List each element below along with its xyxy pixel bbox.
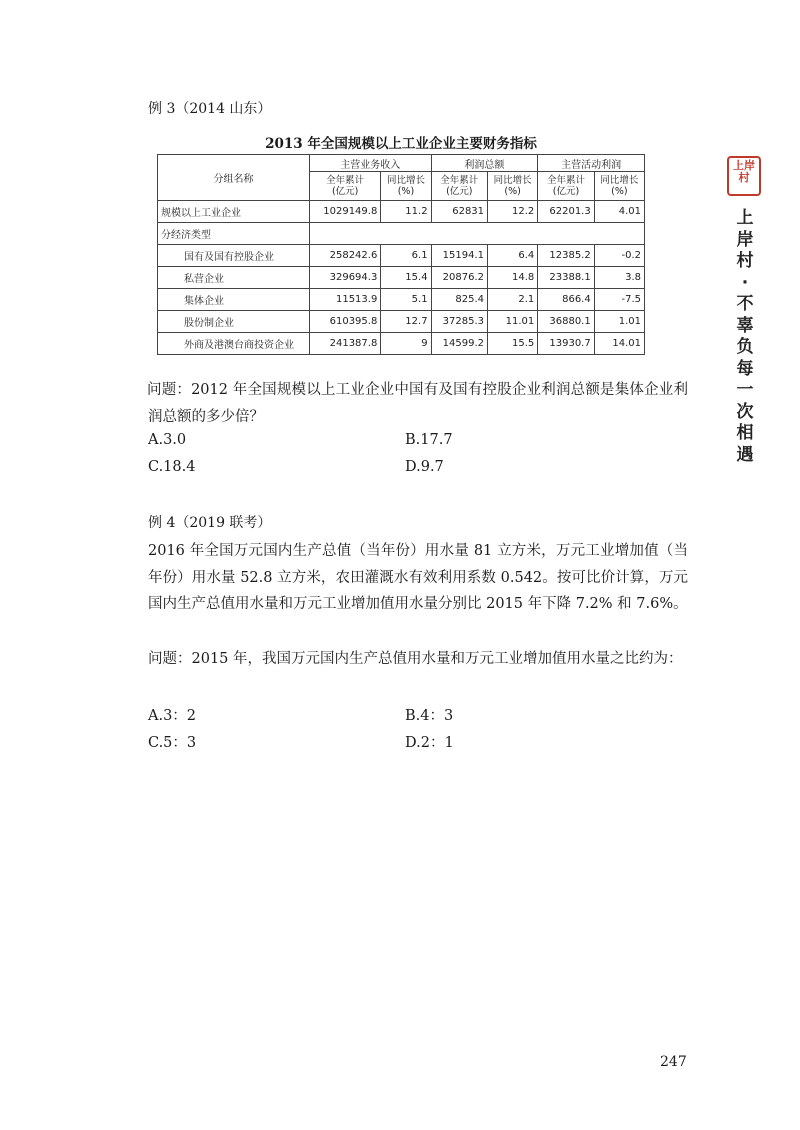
subheader-growth: 同比增长 (%) — [381, 172, 431, 201]
cell: 3.8 — [594, 267, 644, 289]
table-row — [158, 267, 645, 289]
page-number: 247 — [660, 1054, 687, 1070]
cell: 241387.8 — [310, 333, 381, 355]
cell: 5.1 — [381, 289, 431, 311]
row-name: 股份制企业 — [158, 311, 310, 333]
option-d: D.2：1 — [405, 735, 454, 751]
group-header-revenue: 主营业务收入 — [310, 155, 432, 172]
cell: 4.01 — [594, 201, 644, 223]
option-a: A.3.0 — [148, 432, 187, 448]
cell: 23388.1 — [538, 267, 594, 289]
cell: -7.5 — [594, 289, 644, 311]
row-name: 分经济类型 — [158, 223, 310, 245]
example-3-title: 例 3（2014 山东） — [148, 101, 272, 117]
row-name: 国有及国有控股企业 — [158, 245, 310, 267]
cell: 14.01 — [594, 333, 644, 355]
table-header-row — [158, 155, 645, 172]
example-4-question: 问题：2015 年，我国万元国内生产总值用水量和万元工业增加值用水量之比约为： — [148, 651, 683, 667]
cell: 15.4 — [381, 267, 431, 289]
cell: 37285.3 — [431, 311, 487, 333]
cell: 9 — [381, 333, 431, 355]
financial-indicators-table — [157, 154, 645, 355]
table-row — [158, 289, 645, 311]
sidebar-slogan: 上岸村·不辜负每一次相遇 — [736, 208, 754, 465]
cell: 329694.3 — [310, 267, 381, 289]
row-name: 私营企业 — [158, 267, 310, 289]
table-row — [158, 333, 645, 355]
subheader-cumulative: 全年累计 (亿元) — [538, 172, 594, 201]
subheader-growth: 同比增长 (%) — [594, 172, 644, 201]
cell: 866.4 — [538, 289, 594, 311]
cell: 2.1 — [488, 289, 538, 311]
option-b: B.4：3 — [405, 708, 454, 724]
cell: 6.4 — [488, 245, 538, 267]
cell: -0.2 — [594, 245, 644, 267]
table-row — [158, 311, 645, 333]
cell: 36880.1 — [538, 311, 594, 333]
cell: 1.01 — [594, 311, 644, 333]
group-header-profit: 利润总额 — [431, 155, 538, 172]
cell: 1029149.8 — [310, 201, 381, 223]
option-a: A.3：2 — [148, 708, 197, 724]
option-d: D.9.7 — [405, 459, 444, 475]
cell: 14.8 — [488, 267, 538, 289]
cell: 12385.2 — [538, 245, 594, 267]
table-row — [158, 245, 645, 267]
cell: 12.7 — [381, 311, 431, 333]
cell: 258242.6 — [310, 245, 381, 267]
example-4-body: 2016 年全国万元国内生产总值（当年份）用水量 81 立方米，万元工业增加值（当年份）用水量 52.8 立方米，农田灌溉水有效利用系数 0.542。按可比价计算，万元国内生产总值用水量和万元工业增加值用水量分别比 2015 年下降 7.2% 和 7.6%。 — [148, 543, 688, 612]
subheader-cumulative: 全年累计 (亿元) — [431, 172, 487, 201]
table-row — [158, 223, 645, 245]
cell: 11513.9 — [310, 289, 381, 311]
option-b: B.17.7 — [405, 432, 453, 448]
row-name: 规模以上工业企业 — [158, 201, 310, 223]
option-c: C.5：3 — [148, 735, 197, 751]
cell: 62831 — [431, 201, 487, 223]
brand-seal-logo: 上岸村 — [727, 156, 761, 196]
cell: 62201.3 — [538, 201, 594, 223]
row-name: 外商及港澳台商投资企业 — [158, 333, 310, 355]
cell: 14599.2 — [431, 333, 487, 355]
example-4-title: 例 4（2019 联考） — [148, 515, 272, 531]
cell: 11.2 — [381, 201, 431, 223]
cell: 825.4 — [431, 289, 487, 311]
cell: 610395.8 — [310, 311, 381, 333]
subheader-growth: 同比增长 (%) — [488, 172, 538, 201]
empty-cell — [310, 223, 645, 245]
table-caption: 2013 年全国规模以上工业企业主要财务指标 — [265, 136, 537, 152]
cell: 15.5 — [488, 333, 538, 355]
group-name-header: 分组名称 — [158, 155, 310, 201]
subheader-cumulative: 全年累计 (亿元) — [310, 172, 381, 201]
cell: 13930.7 — [538, 333, 594, 355]
row-name: 集体企业 — [158, 289, 310, 311]
example-3-question: 问题：2012 年全国规模以上工业企业中国有及国有控股企业利润总额是集体企业利润总额的多少倍？ — [147, 382, 688, 425]
group-header-operating-profit: 主营活动利润 — [538, 155, 645, 172]
cell: 6.1 — [381, 245, 431, 267]
table-row — [158, 201, 645, 223]
cell: 15194.1 — [431, 245, 487, 267]
cell: 20876.2 — [431, 267, 487, 289]
cell: 12.2 — [488, 201, 538, 223]
option-c: C.18.4 — [148, 459, 196, 475]
cell: 11.01 — [488, 311, 538, 333]
